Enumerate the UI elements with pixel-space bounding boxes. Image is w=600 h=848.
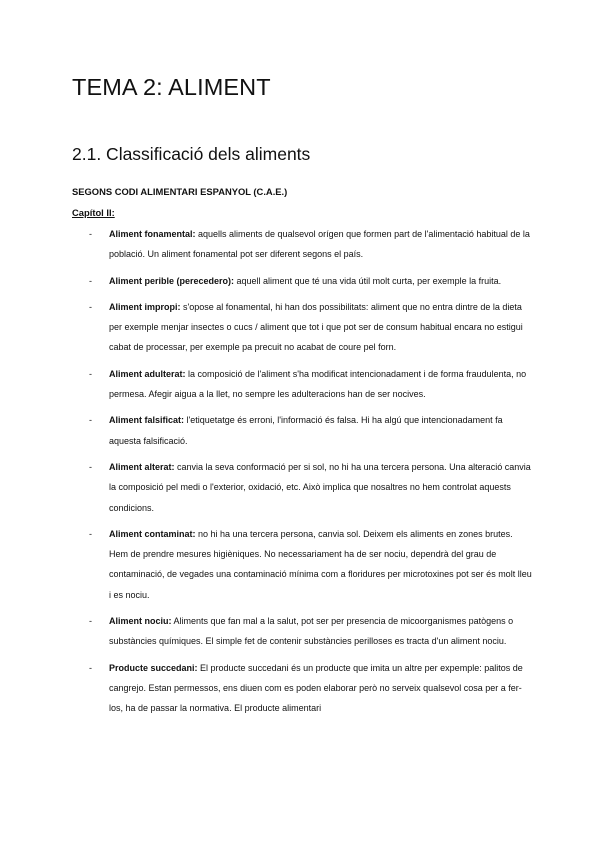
item-text: El producte succedani és un producte que imita un altre per expemple: palitos de cangrejo. Estan permessos, ens diuen com es poden elaborar però no serveix qualsevol cosa per a fer-los, ha de passar la normativa. El producte alimentari <box>109 662 523 714</box>
page-title: TEMA 2: ALIMENT <box>72 74 271 100</box>
bullet-dash: - <box>89 275 92 286</box>
item-text: aquells aliments de qualsevol orígen que formen part de l'alimentació habitual de la població. Un aliment fonamental pot ser diferent segons el país. <box>109 229 530 260</box>
item-term: Aliment fonamental: <box>109 229 196 239</box>
item-term: Aliment alterat: <box>109 461 175 472</box>
bullet-dash: - <box>89 528 92 539</box>
list-item <box>72 524 532 605</box>
item-term: Aliment nociu: <box>109 616 172 627</box>
item-term: Aliment falsificat: <box>109 415 185 426</box>
list-item <box>72 224 532 265</box>
chapter-label: Capítol II: <box>72 207 115 218</box>
bullet-dash: - <box>89 229 92 239</box>
item-text: Aliments que fan mal a la salut, pot ser per presencia de micoorganismes patògens o substàncies químiques. El simple fet de contenir substàncies perilloses es tracta d'un aliment nociu. <box>109 616 514 647</box>
section-heading: 2.1. Classificació dels aliments <box>72 144 311 164</box>
item-term: Producte succedani: <box>109 662 198 673</box>
list-item <box>72 364 532 405</box>
item-text: la composició de l'aliment s'ha modificat intencionadament i de forma fraudulenta, no permesa. Afegir aigua a la llet, no sempre les adulteracions han de ser nocives. <box>109 368 527 400</box>
item-text: l'etiquetatge és erroni, l'informació és falsa. Hi ha algú que intencionadament fa aquesta falsificació. <box>109 415 503 446</box>
list-item <box>72 611 532 652</box>
list-item <box>72 271 532 291</box>
item-text: aquell aliment que té una vida útil molt curta, per exemple la fruita. <box>234 275 502 286</box>
item-text: s'opose al fonamental, hi han dos possibilitats: aliment que no entra dintre de la dieta per exemple menjar insectes o cucs / aliment que tot i que pot ser de consum habitual encara no estigui cabat de processar, per exemple pa precuit no acabat de coure pel forn. <box>109 301 523 353</box>
item-term: Aliment adulterat: <box>109 368 186 379</box>
item-term: Aliment perible (perecedero): <box>109 275 235 286</box>
item-text: canvia la seva conformació per si sol, no hi ha una tercera persona. Una alteració canvia la composició pel medi o l'exterior, oxidació, etc. Això implica que nosaltres no hem controlat aquests condicions. <box>109 461 531 513</box>
bullet-dash: - <box>89 301 92 312</box>
list-item <box>72 658 532 719</box>
bullet-dash: - <box>89 461 92 472</box>
list-item <box>72 410 532 451</box>
bullet-dash: - <box>89 662 92 673</box>
subheading: SEGONS CODI ALIMENTARI ESPANYOL (C.A.E.) <box>72 186 288 197</box>
item-term: Aliment contaminat: <box>109 528 196 539</box>
definition-list <box>72 224 532 725</box>
bullet-dash: - <box>89 415 92 426</box>
bullet-dash: - <box>89 616 92 627</box>
list-item <box>72 297 532 358</box>
item-term: Aliment impropi: <box>109 301 181 312</box>
bullet-dash: - <box>89 368 92 379</box>
item-text: no hi ha una tercera persona, canvia sol. Deixem els aliments en zones brutes. Hem de prendre mesures higièniques. No necessariament ha de ser nociu, dependrà del grau de contaminació, de vegades una contaminació mínima com a floridures per microtoxines pot ser és molt lleu i es nociu. <box>109 528 532 600</box>
list-item <box>72 457 532 518</box>
